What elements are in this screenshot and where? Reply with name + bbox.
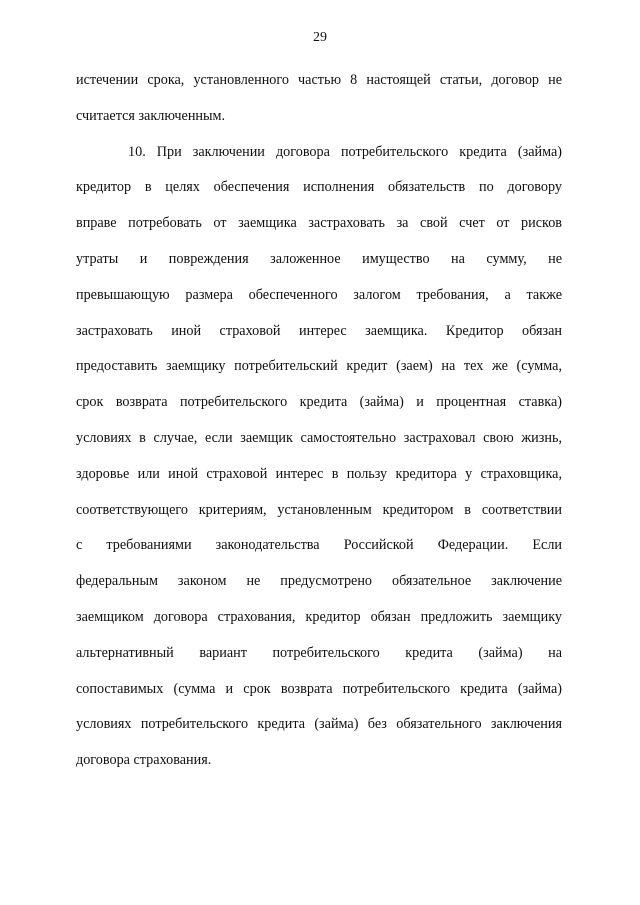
page-number: 29 xyxy=(313,30,327,45)
text-line: договора страхования. xyxy=(76,752,212,769)
text-line: здоровье или иной страховой интерес в пользу кредитора у страховщика, xyxy=(76,465,562,482)
text-line: истечении срока, установленного частью 8 настоящей статьи, договор не xyxy=(76,72,562,88)
text-line: с требованиями законодательства Российской Федерации. Если xyxy=(76,537,562,554)
text-line: сопоставимых (сумма и срок возврата потребительского кредита (займа) xyxy=(76,680,562,697)
text-line: заемщиком договора страхования, кредитор обязан предложить заемщику xyxy=(76,609,562,625)
text-line: условиях в случае, если заемщик самостоятельно застраховал свою жизнь, xyxy=(76,430,562,446)
text-line: федеральным законом не предусмотрено обязательное заключение xyxy=(76,573,562,590)
text-line: срок возврата потребительского кредита (займа) и процентная ставка) xyxy=(76,394,562,411)
text-line: альтернативный вариант потребительского кредита (займа) на xyxy=(76,644,562,661)
text-line: вправе потребовать от заемщика застраховать за свой счет от рисков xyxy=(76,215,562,232)
text-line: соответствующего критериям, установленным кредитором в соответствии xyxy=(76,501,562,518)
text-line: считается заключенным. xyxy=(76,107,226,124)
text-line: 10. При заключении договора потребительского кредита (займа) xyxy=(128,143,562,160)
text-line: превышающую размера обеспеченного залогом требования, а также xyxy=(76,286,562,303)
text-line: кредитор в целях обеспечения исполнения обязательств по договору xyxy=(76,179,562,196)
text-line: застраховать иной страховой интерес заемщика. Кредитор обязан xyxy=(76,322,562,339)
text-line: предоставить заемщику потребительский кредит (заем) на тех же (сумма, xyxy=(76,358,562,375)
text-line: утраты и повреждения заложенное имущество на сумму, не xyxy=(76,251,562,267)
text-line: условиях потребительского кредита (займа) без обязательного заключения xyxy=(76,716,562,733)
